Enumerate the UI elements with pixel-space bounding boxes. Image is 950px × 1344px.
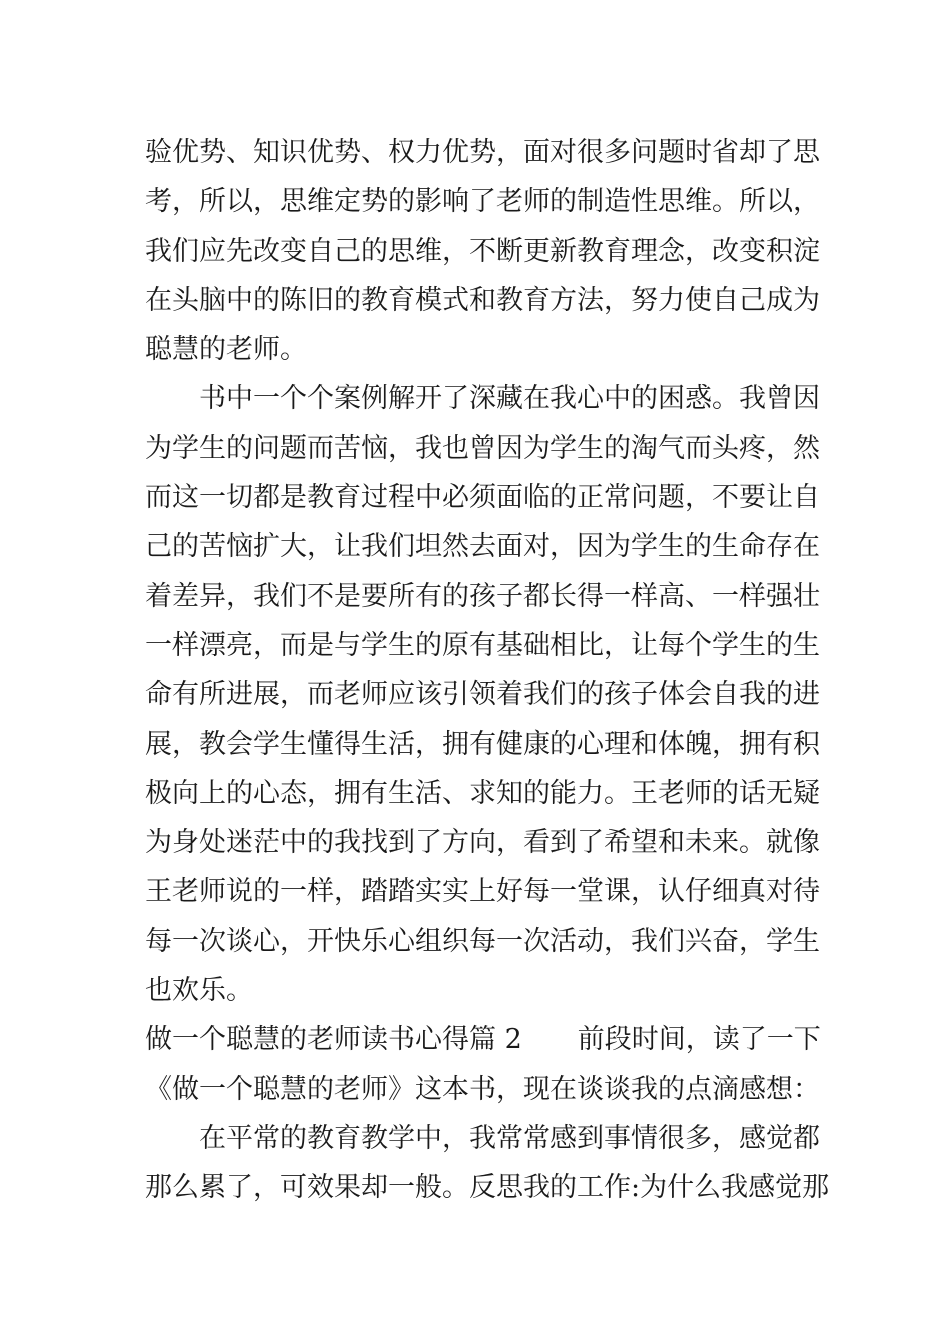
text-line: 极向上的心态，拥有生活、求知的能力。王老师的话无疑 <box>145 777 820 809</box>
text-line: 己的苦恼扩大，让我们坦然去面对，因为学生的生命存在 <box>145 531 820 563</box>
text-line: 聪慧的老师。 <box>145 334 307 366</box>
section-title: 做一个聪慧的老师读书心得篇 2 <box>145 1024 522 1056</box>
text-line: 验优势、知识优势、权力优势，面对很多问题时省却了思 <box>145 137 820 168</box>
section-title-tail: 前段时间，读了一下 <box>577 1024 821 1056</box>
text-line: 命有所进展，而老师应该引领着我们的孩子体会自我的进 <box>145 679 820 711</box>
text-line: 书中一个个案例解开了深藏在我心中的困惑。我曾因 <box>199 383 820 415</box>
text-line: 每一次谈心，开快乐心组织每一次活动，我们兴奋，学生 <box>145 925 820 957</box>
paragraph-1 <box>145 128 820 374</box>
document-body <box>145 128 830 1213</box>
paragraph-2 <box>145 374 820 1015</box>
text-line: 展，教会学生懂得生活，拥有健康的心理和体魄，拥有积 <box>145 728 820 760</box>
text-line: 王老师说的一样，踏踏实实上好每一堂课，认仔细真对待 <box>145 876 820 908</box>
text-line: 考，所以，思维定势的影响了老师的制造性思维。所以， <box>145 186 820 218</box>
paragraph-4 <box>145 1114 830 1213</box>
text-line: 也欢乐。 <box>145 975 253 1007</box>
text-line: 在平常的教育教学中，我常常感到事情很多，感觉都 <box>199 1122 820 1154</box>
paragraph-3 <box>145 1015 821 1114</box>
text-line: 那么累了，可效果却一般。反思我的工作:为什么我感觉那 <box>145 1172 830 1204</box>
text-line: 在头脑中的陈旧的教育模式和教育方法，努力使自己成为 <box>145 284 820 316</box>
text-line: 而这一切都是教育过程中必须面临的正常问题，不要让自 <box>145 482 820 514</box>
text-line: 一样漂亮，而是与学生的原有基础相比，让每个学生的生 <box>145 629 820 661</box>
text-line: 为身处迷茫中的我找到了方向，看到了希望和未来。就像 <box>145 827 820 859</box>
text-line: 《做一个聪慧的老师》这本书，现在谈谈我的点滴感想： <box>145 1073 820 1105</box>
text-line: 着差异，我们不是要所有的孩子都长得一样高、一样强壮 <box>145 580 820 612</box>
text-line: 我们应先改变自己的思维，不断更新教育理念，改变积淀 <box>145 235 820 267</box>
section-title-line <box>145 1015 821 1064</box>
text-line: 为学生的问题而苦恼，我也曾因为学生的淘气而头疼，然 <box>145 432 820 464</box>
